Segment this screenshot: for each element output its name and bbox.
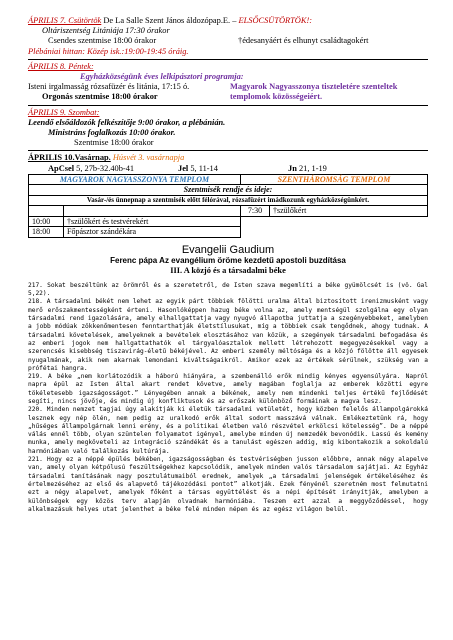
april7-header bbox=[28, 16, 428, 26]
april8-mass: Orgonás szentmise 18:00 órakor bbox=[42, 92, 158, 102]
schedule-intention: Főpásztor szándékára bbox=[64, 227, 241, 238]
schedule-time: 10:00 bbox=[29, 216, 64, 227]
bulletin-page bbox=[28, 16, 428, 514]
divider bbox=[28, 59, 428, 60]
evangelii-section: III. A közjó és a társadalmi béke bbox=[170, 265, 286, 275]
paragraph-217: 217. Sokat beszéltünk az örömről és a szeretetről, de Isten szava megemlíti a béke gyümölcsét is (vö. Gal 5,22). bbox=[28, 281, 428, 298]
schedule-time-2 bbox=[241, 227, 270, 238]
april9-mass: Szentmise 18:00 órakor bbox=[74, 138, 154, 148]
gospel-label: Jn bbox=[288, 163, 297, 173]
schedule-intention-2: †szülőkért bbox=[270, 206, 428, 217]
paragraph-220: 220. Minden nemzet tagjai úgy alakítják ki életük társadalmi vetületét, hogy közben felelős állampolgárokká lesznek egy nép ölén, nem pedig az uralkodó erők által sodort masszává válnak. Emlékeztetünk rá, hogy „hűséges állampolgárnak lenni erény, és a politikai életben való részvétel erkölcsi kötelesség”. De a néppé válás ennél több, olyan szüntelen folyamatot igényel, amelybe minden új nemzedék bevonódik. Lassú és kemény munka, amely megköveteli az integráció szándékát és a tanulást egészen addig, míg kibontakozik a sokoldalú harmóniában való találkozás kultúrája. bbox=[28, 406, 428, 455]
schedule-time: 18:00 bbox=[29, 227, 64, 238]
rosary-note: Vasár-/és ünnepnap a szentmisék előtt félórával, rózsafüzért imádkozunk egyházközségünkért. bbox=[29, 195, 428, 206]
april7-adoration: Oltáriszentség Litániája 17:30 órakor bbox=[42, 26, 170, 36]
schedule-time bbox=[29, 206, 64, 217]
april7-first-thursday: ELSŐCSÜTÖRTÖK!: bbox=[238, 16, 313, 25]
church1-header: MAGYAROK NAGYASSZONYA TEMPLOM bbox=[29, 174, 241, 185]
schedule-intention: †szülőkért és testvérekért bbox=[64, 216, 241, 227]
april7-intention: †édesanyáért és elhunyt családtagokért bbox=[238, 36, 369, 46]
table-row bbox=[29, 227, 428, 238]
mass-order-label: Szentmisék rendje és ideje: bbox=[29, 185, 428, 196]
april8-header: ÁPRILIS 8. Péntek: bbox=[28, 61, 94, 71]
schedule-intention-2 bbox=[270, 227, 428, 238]
table-header-row bbox=[29, 174, 428, 185]
table-row bbox=[29, 216, 428, 227]
april10-date: ÁPRILIS 10.Vasárnap. bbox=[28, 153, 111, 163]
reading2-label: Jel bbox=[178, 163, 189, 173]
schedule-time-2 bbox=[241, 216, 270, 227]
april10-header bbox=[28, 153, 428, 163]
reading2-ref: 5, 11-14 bbox=[188, 163, 218, 173]
reading1-label: ApCsel bbox=[48, 163, 75, 173]
paragraph-219: 219. A béke „nem korlátozódik a háború hiányára, a szembenálló erők mindig kényes egyensúlyára. Napról napra épül az Isten által akart rendet követve, amely magában foglalja az emberek közötti egyre tökéletesebb igazságosságot.” Lényegében annak a békének, amely nem mindenki teljes értékű fejlődését segíti, nincs jövője, és mindig új konfliktusok és az erőszak különböző formáinak a magva lesz. bbox=[28, 373, 428, 405]
schedule-intention-2 bbox=[270, 216, 428, 227]
paragraph-218: 218. A társadalmi békét nem lehet az egyik párt többiek fölötti uralma által biztosított irenizmusként vagy merő erőszakmentességként érteni. Hasonlóképpen hazug béke volna az, amely mentségül szolgálna egy olyan társadalmi rend igazolására, amely elhallgattatja vagy nyugvó állapotba juttatja a szegényebbeket, amelyben a jobb módúak zökkenőmentesen fenntarthatják életstílusukat, míg a többiek csak tengődnek, ahogy tudnak. A társadalmi követelések, amelyeknek a bevételek elosztásához van közük, a szegények társadalmi befogadása és az emberi jogok nem hallgattathatók el tárgyalóasztalok mellett létrehozott megegyezésekkel vagy a szerencsés kisebbség tiszavirág-életű békéjével. Az emberi személy méltósága és a közjó fölötte áll egyesek nyugalmának, akik nem akarnak lemondani kiváltságaikról. Amikor ezek az értékek sérülnek, szükség van a prófétai hangra. bbox=[28, 298, 428, 372]
april7-mass: Csendes szentmise 18:00 órakor bbox=[48, 36, 157, 46]
reading1-ref: 5, 27b-32.40b-41 bbox=[74, 163, 135, 173]
april9-ministrants: Ministráns foglalkozás 10:00 órakor. bbox=[48, 128, 176, 138]
april9-first-communion: Leendő elsőáldozók felkészítője 9:00 órakor, a plébánián. bbox=[28, 117, 226, 127]
schedule-time-2: 7:30 bbox=[241, 206, 270, 217]
april8-rosary: Isteni irgalmasság rózsafüzér és litánia, 17:15 ó. bbox=[28, 82, 190, 92]
april9-header: ÁPRILIS 9. Szombat: bbox=[28, 107, 100, 117]
gospel-ref: 21, 1-19 bbox=[296, 163, 327, 173]
divider bbox=[28, 150, 428, 151]
church2-header: SZENTHÁROMSÁG TEMPLOM bbox=[241, 174, 428, 185]
evangelii-subtitle: Ferenc pápa Az evangélium öröme kezdetű apostoli buzdítása bbox=[110, 255, 346, 265]
april7-mass-row bbox=[28, 36, 428, 46]
schedule-intention bbox=[64, 206, 241, 217]
april10-sunday-name: Húsvét 3. vasárnapja bbox=[110, 153, 185, 163]
april10-readings bbox=[28, 164, 428, 174]
april8-row bbox=[28, 82, 428, 102]
april7-catechesis: Plébániai hittan: Közép isk.:19:00-19:45 óráig. bbox=[28, 46, 189, 56]
paragraph-221: 221. Hogy ez a néppé épülés békében, igazságosságban és testvériségben jusson előbbre, annak négy alapelve van, amely olyan kétpólusú feszültségekhez kapcsolódik, amelyek minden valós társadalom sajátjai. Az Egyház társadalmi tanításának nagy posztulátumaiból erednek, amelyek „a társadalmi jelenségek értékeléséhez és értelmezéséhez az első és alapvető tájékozódási pontot” alkotják. Ezek fényénél szeretném most felmutatni ezt a négy alapelvet, amelyek főként a társas együttélést és a népi építését irányítják, amelyben a különbségek egy közös terv alapján olvadnak harmóniába. Teszem ezt azzal a meggyőződéssel, hogy alkalmazásuk helyes utat jelenthet a béke felé minden népen és az egész világon belül. bbox=[28, 456, 428, 513]
table-row bbox=[29, 185, 428, 196]
april8-program-title: Egyházközségünk éves lelkipásztori programja: bbox=[80, 72, 244, 82]
april8-intention: Magyarok Nagyasszonya tiszteletére szenteltek templomok közösségeiért. bbox=[230, 82, 398, 102]
april7-date: ÁPRILIS 7. Csütörtök bbox=[28, 16, 102, 25]
evangelii-title: Evangelii Gaudium bbox=[181, 243, 275, 256]
april7-saint: De La Salle Szent János áldozópap.E. – bbox=[101, 16, 239, 25]
mass-schedule-table bbox=[28, 174, 428, 238]
table-row bbox=[29, 206, 428, 217]
table-row bbox=[29, 195, 428, 206]
divider bbox=[28, 105, 428, 106]
